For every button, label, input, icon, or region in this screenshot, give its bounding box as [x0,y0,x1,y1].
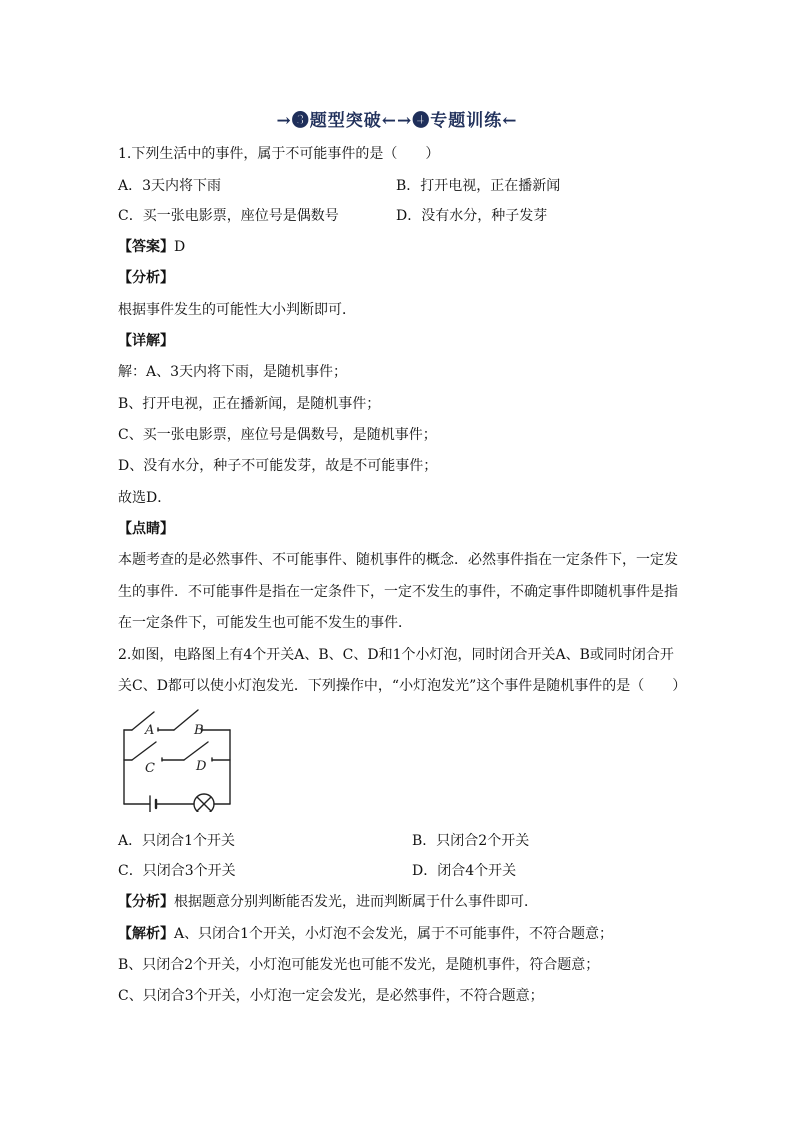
q1-detail-line: C、买一张电影票，座位号是偶数号，是随机事件； [118,427,437,443]
switch-c-blade [132,742,156,760]
q1-option-c: C．买一张电影票，座位号是偶数号 [118,208,339,224]
circuit-diagram [112,700,242,812]
q1-comment-line: 生的事件．不可能事件是指在一定条件下，一定不发生的事件，不确定事件即随机事件是指 [118,584,678,600]
q1-stem: 1.下列生活中的事件，属于不可能事件的是（ ） [118,146,440,162]
q1-analysis-text: 根据事件发生的可能性大小判断即可． [118,302,356,318]
q1-detail-tag: 【详解】 [118,333,174,349]
solution-text: A、只闭合1个开关，小灯泡不会发光，属于不可能事件，不符合题意； [174,926,614,942]
analysis-text: 根据题意分别判断能否发光，进而判断属于什么事件即可． [174,894,538,910]
q2-stem-line: 2.如图，电路图上有4个开关A、B、C、D和1个小灯泡，同时闭合开关A、B或同时闭合开 [118,647,674,663]
label-b: B [194,723,204,738]
q2-option-b: B．只闭合2个开关 [412,833,530,849]
q1-option-d: D．没有水分，种子发芽 [396,208,548,224]
q2-analysis-line [118,892,538,912]
q1-option-a: A．3天内将下雨 [118,178,222,194]
q2-stem-line: 关C、D都可以使小灯泡发光．下列操作中，“小灯泡发光”这个事件是随机事件的是（ ） [118,678,687,694]
q1-detail-line: D、没有水分，种子不可能发芽，故是不可能事件； [118,458,438,474]
answer-tag: 【答案】 [118,239,174,255]
q2-solution-line: C、只闭合3个开关，小灯泡一定会发光，是必然事件，不符合题意； [118,988,544,1004]
q1-comment-line: 在一定条件下，可能发生也可能不发生的事件． [118,615,412,631]
q2-option-d: D．闭合4个开关 [412,863,517,879]
q1-comment-line: 本题考查的是必然事件、不可能事件、随机事件的概念．必然事件指在一定条件下，一定发 [118,552,678,568]
q1-detail-line: 解：A、3天内将下雨，是随机事件； [118,364,348,380]
q2-solution-line [118,924,613,944]
q1-answer-line [118,237,185,257]
q2-option-c: C．只闭合3个开关 [118,863,236,879]
analysis-tag: 【分析】 [118,894,174,910]
answer-value: D [174,239,186,255]
q1-analysis-tag: 【分析】 [118,270,174,286]
section-header: →❸题型突破←→❹专题训练← [276,111,518,131]
switch-d-blade [184,742,208,760]
q1-option-b: B．打开电视，正在播新闻 [396,178,561,194]
solution-tag: 【解析】 [118,926,174,942]
q1-detail-line: 故选D． [118,490,172,506]
q1-comment-tag: 【点睛】 [118,521,174,537]
label-c: C [145,761,155,776]
q2-solution-line: B、只闭合2个开关，小灯泡可能发光也可能不发光，是随机事件，符合题意； [118,957,600,973]
label-a: A [145,723,155,738]
label-d: D [196,759,207,774]
q1-detail-line: B、打开电视，正在播新闻，是随机事件； [118,396,381,412]
q2-option-a: A．只闭合1个开关 [118,833,236,849]
